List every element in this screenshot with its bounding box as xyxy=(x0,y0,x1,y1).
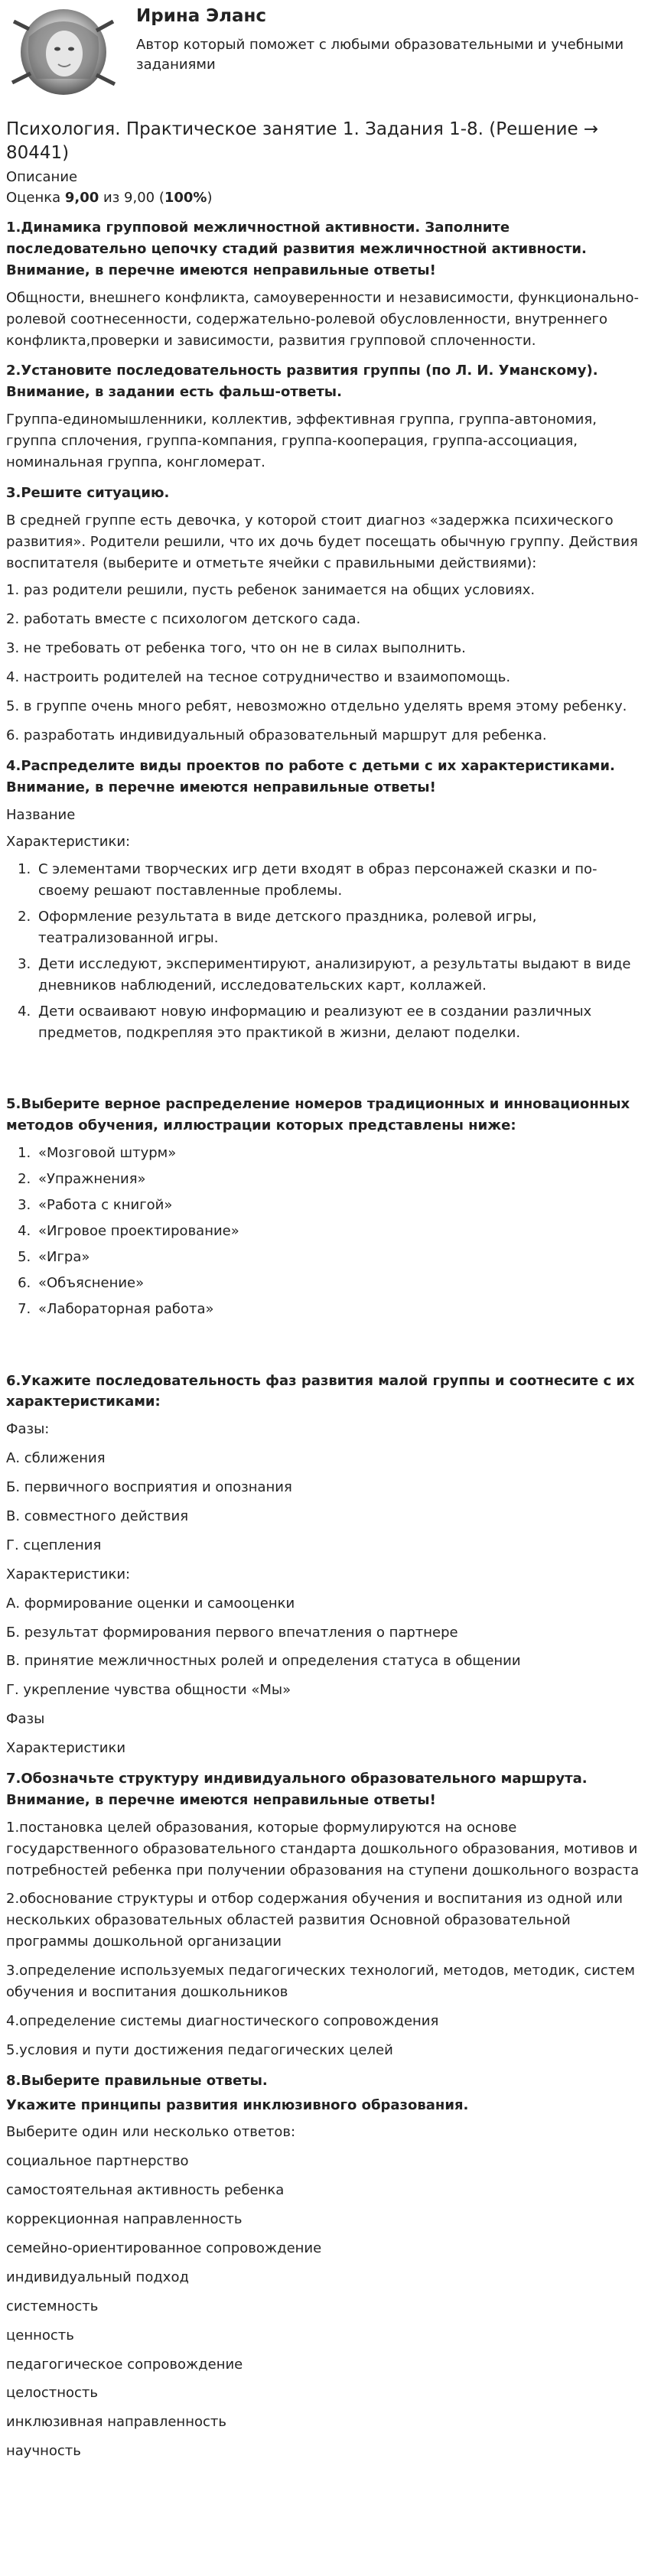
author-description: Автор который поможет с любыми образовательными и учебными заданиями xyxy=(136,36,624,73)
list-item: 4. «Игровое проектирование» xyxy=(35,1221,642,1242)
q3-option: 4. настроить родителей на тесное сотрудничество и взаимопомощь. xyxy=(6,669,511,686)
q6-char: В. принятие межличностных ролей и определения статуса в общении xyxy=(6,1653,521,1670)
spacer xyxy=(6,1048,642,1085)
q3-option: 3. не требовать от ребенка того, что он не в силах выполнить. xyxy=(6,640,466,657)
q6-phase: Б. первичного восприятия и опознания xyxy=(6,1479,292,1496)
rating xyxy=(6,187,642,208)
list-item: 4. Дети осваивают новую информацию и реализуют ее в создании различных предметов, подкрепляя это практикой в жизни, делают поделки. xyxy=(35,1001,642,1044)
q4-char-label: Характеристики: xyxy=(6,834,131,851)
rating-suffix: ) xyxy=(207,190,213,207)
q6-phase: В. совместного действия xyxy=(6,1508,189,1524)
page-title: Психология. Практическое занятие 1. Задания 1-8. (Решение → 80441) xyxy=(6,119,599,164)
q7-option: 2.обоснование структуры и отбор содержания обучения и воспитания из одной или нескольких образовательных областей развития Основной образовательной программы дошкольной организации xyxy=(6,1891,623,1950)
q6-char: А. формирование оценки и самооценки xyxy=(6,1595,295,1612)
spacer xyxy=(6,1325,642,1361)
rating-percent: 100% xyxy=(164,190,207,207)
q5-heading: 5.Выберите верное распределение номеров традиционных и инновационных методов обучения, иллюстрации которых представлены ниже: xyxy=(6,1096,630,1134)
q8-subheading: Укажите принципы развития инклюзивного образования. xyxy=(6,2096,469,2113)
rating-value: 9,00 xyxy=(64,190,99,207)
q3-option: 2. работать вместе с психологом детского сада. xyxy=(6,611,361,628)
q4-heading: 4.Распределите виды проектов по работе с детьми с их характеристиками. Внимание, в перечне имеются неправильные ответы! xyxy=(6,757,615,795)
q8-option: педагогическое сопровождение xyxy=(6,2356,243,2373)
list-item: 1. С элементами творческих игр дети входят в образ персонажей сказки и по-своему решают поставленные проблемы. xyxy=(35,859,642,902)
q8-option: системность xyxy=(6,2298,99,2314)
q7-option: 1.постановка целей образования, которые формулируются на основе государственного образовательного стандарта дошкольного образования, мотивов и потребностей ребенка при получении образования на ступени дошкольного возраста xyxy=(6,1819,640,1878)
q8-option: самостоятельная активность ребенка xyxy=(6,2182,285,2199)
q2-text: Группа-единомышленники, коллектив, эффективная группа, группа-автономия, группа сплочения, группа-компания, группа-кооперация, группа-ассоциация, номинальная группа, конгломерат. xyxy=(6,411,597,470)
author-name[interactable]: Ирина Эланс xyxy=(136,6,267,26)
list-item: 1. «Мозговой штурм» xyxy=(35,1143,642,1164)
q2-heading: 2.Установите последовательность развития группы (по Л. И. Уманскому). Внимание, в задании есть фальш-ответы. xyxy=(6,363,598,401)
author-card xyxy=(6,0,642,106)
list-item: 3. «Работа с книгой» xyxy=(35,1195,642,1216)
q4-name-label: Название xyxy=(6,806,76,823)
rating-prefix: Оценка xyxy=(6,190,65,207)
q8-option: научность xyxy=(6,2443,81,2460)
rating-mid: из 9,00 ( xyxy=(99,190,164,207)
q5-list xyxy=(6,1143,642,1319)
q6-footer-chars: Характеристики xyxy=(6,1740,126,1757)
q6-footer-phases: Фазы xyxy=(6,1711,45,1728)
q6-char: Г. укрепление чувства общности «Мы» xyxy=(6,1682,291,1699)
q8-option: социальное партнерство xyxy=(6,2153,189,2170)
q3-option: 5. в группе очень много ребят, невозможно отдельно уделять время этому ребенку. xyxy=(6,698,627,715)
author-avatar[interactable] xyxy=(6,6,121,99)
description-label: Описание xyxy=(6,169,78,186)
avatar-image xyxy=(6,6,121,99)
q7-option: 3.определение используемых педагогических технологий, методов, методик, систем обучения и воспитания дошкольников xyxy=(6,1963,635,2000)
q8-option: семейно-ориентированное сопровождение xyxy=(6,2240,322,2256)
q6-heading: 6.Укажите последовательность фаз развития малой группы и соотнесите с их характеристиками: xyxy=(6,1372,635,1410)
q6-char-label: Характеристики: xyxy=(6,1566,131,1582)
author-info xyxy=(121,6,642,75)
q6-phase: А. сближения xyxy=(6,1450,106,1467)
q3-heading: 3.Решите ситуацию. xyxy=(6,484,170,501)
list-item: 7. «Лабораторная работа» xyxy=(35,1299,642,1320)
q1-text: Общности, внешнего конфликта, самоуверенности и независимости, функционально-ролевой соотнесенности, содержательно-ролевой обусловленности, внутреннего конфликта,проверки и зависимости, развития групповой сплоченности. xyxy=(6,289,639,349)
q6-phase: Г. сцепления xyxy=(6,1537,102,1553)
list-item: 2. «Упражнения» xyxy=(35,1169,642,1190)
q3-option: 6. разработать индивидуальный образовательный маршрут для ребенка. xyxy=(6,727,547,743)
q8-option: коррекционная направленность xyxy=(6,2211,243,2228)
list-item: 6. «Объяснение» xyxy=(35,1273,642,1294)
q3-text: В средней группе есть девочка, у которой стоит диагноз «задержка психического развития». Родители решили, что их дочь будет посещать обычную группу. Действия воспитателя (выберите и отметьте ячейки с правильными действиями): xyxy=(6,512,638,571)
q7-option: 4.определение системы диагностического сопровождения xyxy=(6,2012,439,2029)
q7-heading: 7.Обозначьте структуру индивидуального образовательного маршрута. Внимание, в перечне имеются неправильные ответы! xyxy=(6,1770,588,1808)
q6-char: Б. результат формирования первого впечатления о партнере xyxy=(6,1624,458,1641)
q8-heading: 8.Выберите правильные ответы. xyxy=(6,2072,268,2089)
q3-option: 1. раз родители решили, пусть ребенок занимается на общих условиях. xyxy=(6,582,536,599)
list-item: 5. «Игра» xyxy=(35,1247,642,1268)
q8-option: индивидуальный подход xyxy=(6,2269,189,2285)
q6-phases-label: Фазы: xyxy=(6,1421,50,1438)
list-item: 2. Оформление результата в виде детского праздника, ролевой игры, театрализованной игры. xyxy=(35,906,642,949)
q1-heading: 1.Динамика групповой межличностной активности. Заполните последовательно цепочку стадий развития межличностной активности. Внимание, в перечне имеются неправильные ответы! xyxy=(6,220,587,278)
q8-option: целостность xyxy=(6,2385,98,2402)
list-item: 3. Дети исследуют, экспериментируют, анализируют, а результаты выдают в виде дневников наблюдений, исследовательских карт, коллажей. xyxy=(35,954,642,997)
q4-list xyxy=(6,859,642,1043)
q7-option: 5.условия и пути достижения педагогических целей xyxy=(6,2041,393,2058)
q8-prompt: Выберите один или несколько ответов: xyxy=(6,2124,296,2141)
q8-option: ценность xyxy=(6,2327,74,2343)
q8-option: инклюзивная направленность xyxy=(6,2414,226,2431)
